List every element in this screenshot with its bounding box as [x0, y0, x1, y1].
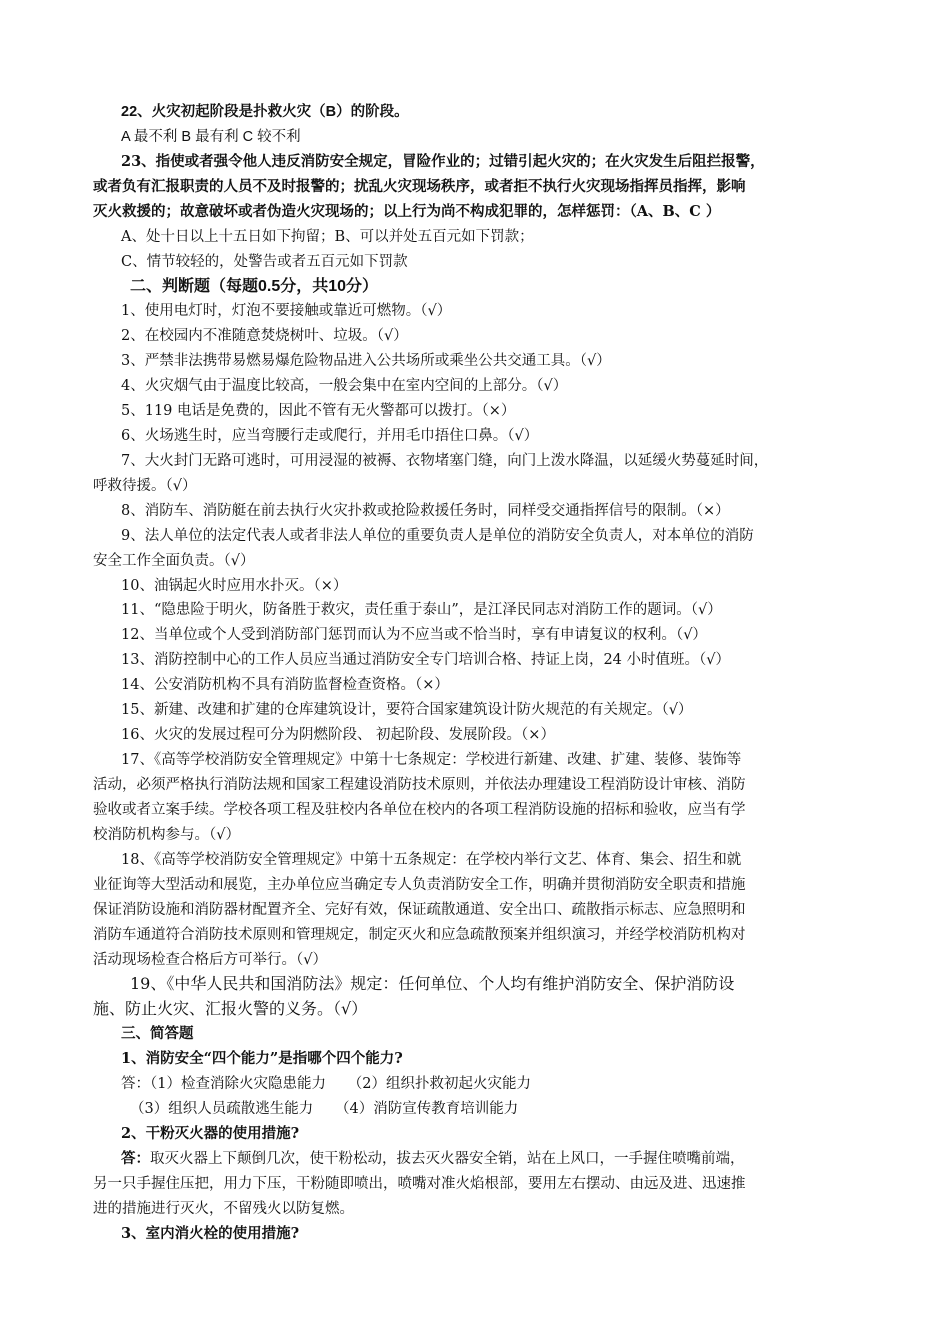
q22-question: 22、火灾初起阶段是扑救火灾（B）的阶段。	[121, 104, 409, 120]
short-answer-q3: 3、室内消火栓的使用措施?	[121, 1225, 300, 1242]
tf-item-2: 2、在校园内不准随意焚烧树叶、垃圾。（√）	[121, 328, 408, 344]
tf-item-18-line-2: 业征询等大型活动和展览，主办单位应当确定专人负责消防安全工作，明确并贯彻消防安全职责和措施	[93, 877, 746, 893]
tf-item-18-line-4: 消防车通道符合消防技术原则和管理规定，制定灭火和应急疏散预案并组织演习，并经学校消防机构对	[93, 927, 746, 943]
tf-item-6: 6、火场逃生时，应当弯腰行走或爬行，并用毛巾捂住口鼻。（√）	[121, 428, 539, 444]
tf-item-18-line-3: 保证消防设施和消防器材配置齐全、完好有效，保证疏散通道、安全出口、疏散指示标志、应急照明和	[93, 902, 746, 918]
tf-item-5: 5、119 电话是免费的，因此不管有无火警都可以拨打。（×）	[121, 403, 516, 419]
answer-label: 答：	[121, 1150, 150, 1167]
q23-line-1: 23、指使或者强令他人违反消防安全规定，冒险作业的；过错引起火灾的；在火灾发生后阻拦报警，	[121, 153, 765, 170]
short-answer-a2-line-1	[121, 1147, 745, 1171]
tf-item-18-line-5: 活动现场检查合格后方可举行。（√）	[93, 952, 327, 968]
q23-option-c: C、情节较轻的，处警告或者五百元如下罚款	[121, 254, 408, 270]
q23-option-ab: A、处十日以上十五日如下拘留；B、可以并处五百元如下罚款；	[121, 229, 534, 245]
tf-item-17-line-2: 活动，必须严格执行消防法规和国家工程建设消防技术原则，并依法办理建设工程消防设计审核、消防	[93, 777, 746, 793]
answer-text: 取灭火器上下颠倒几次，使干粉松动，拔去灭火器安全销，站在上风口，一手握住喷嘴前端，	[150, 1151, 745, 1167]
short-answer-a1-line-2: （3）组织人员疏散逃生能力 （4）消防宣传教育培训能力	[130, 1101, 519, 1117]
tf-item-9-line-2: 安全工作全面负责。（√）	[93, 553, 255, 569]
tf-item-14: 14、公安消防机构不具有消防监督检查资格。（×）	[121, 677, 449, 693]
tf-item-12: 12、当单位或个人受到消防部门惩罚而认为不应当或不恰当时，享有申请复议的权利。（√）	[121, 627, 707, 643]
tf-item-18-line-1: 18、《高等学校消防安全管理规定》中第十五条规定：在学校内举行文艺、体育、集会、招生和就	[121, 852, 742, 868]
tf-item-8: 8、消防车、消防艇在前去执行火灾扑救或抢险救援任务时，同样受交通指挥信号的限制。（×）	[121, 503, 730, 519]
tf-item-13: 13、消防控制中心的工作人员应当通过消防安全专门培训合格、持证上岗，24 小时值班。（√）	[121, 652, 730, 668]
tf-item-7-line-2: 呼救待援。（√）	[93, 478, 197, 494]
tf-item-17-line-4: 校消防机构参与。（√）	[93, 827, 240, 843]
short-answer-a2-line-3: 进的措施进行灭火，不留残火以防复燃。	[93, 1201, 354, 1217]
short-answer-q1: 1、消防安全“四个能力”是指哪个四个能力?	[121, 1050, 403, 1067]
tf-item-7-line-1: 7、大火封门无路可逃时，可用浸湿的被褥、衣物堵塞门缝，向门上泼水降温，以延缓火势蔓延时间，	[121, 453, 769, 469]
tf-item-17-line-3: 验收或者立案手续。学校各项工程及驻校内各单位在校内的各项工程消防设施的招标和验收，应当有学	[93, 802, 746, 818]
section2-title: 二、判断题（每题0.5分，共10分）	[130, 278, 379, 295]
tf-item-10: 10、油锅起火时应用水扑灭。（×）	[121, 578, 348, 594]
tf-item-11: 11、“隐患险于明火，防备胜于救灾，责任重于泰山”，是江泽民同志对消防工作的题词。（√）	[121, 602, 722, 618]
tf-item-17-line-1: 17、《高等学校消防安全管理规定》中第十七条规定：学校进行新建、改建、扩建、装修、装饰等	[121, 752, 742, 768]
section3-title: 三、简答题	[121, 1025, 194, 1042]
tf-item-3: 3、严禁非法携带易燃易爆危险物品进入公共场所或乘坐公共交通工具。（√）	[121, 353, 611, 369]
short-answer-a1-line-1: 答：（1）检查消除火灾隐患能力 （2）组织扑救初起火灾能力	[121, 1076, 531, 1092]
q23-line-3: 灭火救援的；故意破坏或者伪造火灾现场的；以上行为尚不构成犯罪的，怎样惩罚：（A、B、C ）	[93, 203, 721, 220]
short-answer-a2-line-2: 另一只手握住压把，用力下压，干粉随即喷出，喷嘴对准火焰根部，要用左右摆动、由远及进、迅速推	[93, 1176, 746, 1192]
tf-item-15: 15、新建、改建和扩建的仓库建筑设计，要符合国家建筑设计防火规范的有关规定。（√）	[121, 702, 693, 718]
tf-item-19-line-2: 施、防止火灾、汇报火警的义务。（√）	[93, 999, 368, 1018]
tf-item-19-line-1: 19、《中华人民共和国消防法》规定：任何单位、个人均有维护消防安全、保护消防设	[130, 974, 735, 993]
short-answer-q2: 2、干粉灭火器的使用措施?	[121, 1125, 300, 1142]
tf-item-4: 4、火灾烟气由于温度比较高，一般会集中在室内空间的上部分。（√）	[121, 378, 568, 394]
tf-item-9-line-1: 9、法人单位的法定代表人或者非法人单位的重要负责人是单位的消防安全负责人，对本单位的消防	[121, 528, 754, 544]
q22-options: A 最不利 B 最有利 C 较不利	[121, 129, 301, 145]
tf-item-1: 1、使用电灯时，灯泡不要接触或靠近可燃物。（√）	[121, 303, 452, 319]
tf-item-16: 16、火灾的发展过程可分为阴燃阶段、 初起阶段、发展阶段。（×）	[121, 727, 555, 743]
q23-line-2: 或者负有汇报职责的人员不及时报警的；扰乱火灾现场秩序，或者拒不执行火灾现场指挥员指挥，影响	[93, 178, 746, 195]
